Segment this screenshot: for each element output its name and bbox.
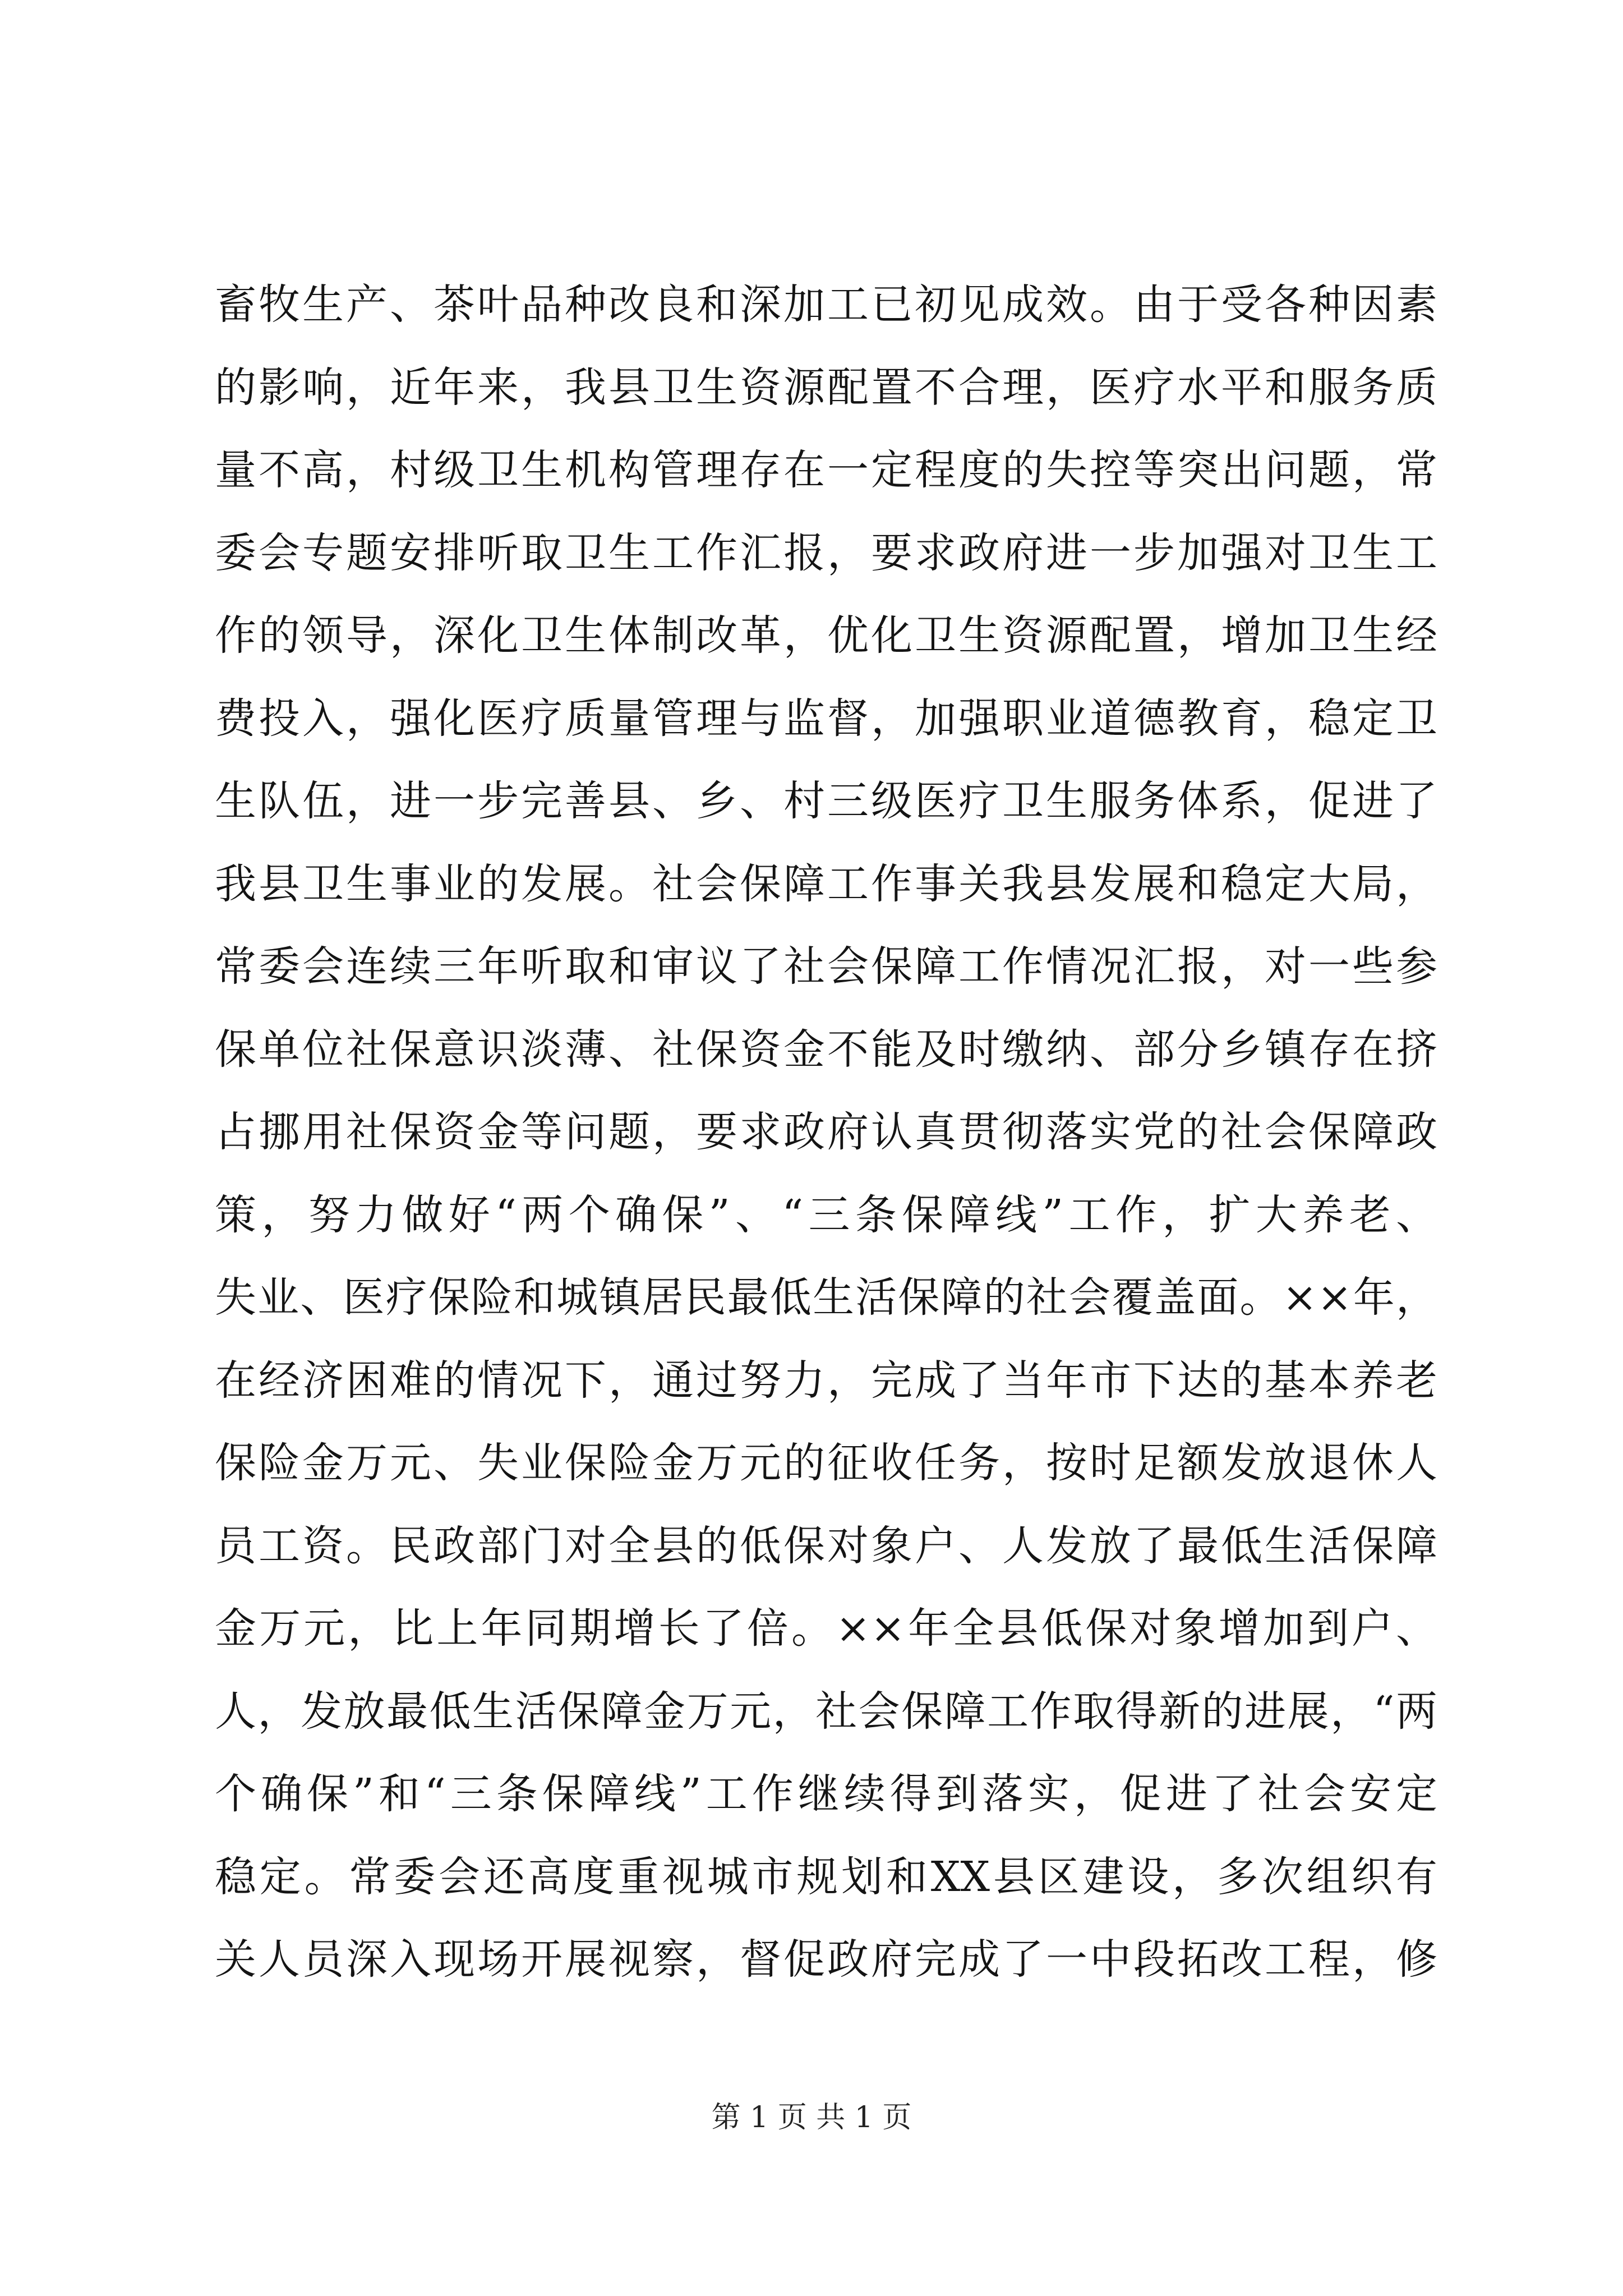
text-line-3: 量不高，村级卫生机构管理存在一定程度的失控等突出问题，常 bbox=[215, 446, 1437, 494]
text-line-12: 策，努力做好“两个确保”、“三条保障线”工作，扩大养老、 bbox=[215, 1190, 1437, 1239]
text-line-17: 金万元，比上年同期增长了倍。××年全县低保对象增加到户、 bbox=[215, 1604, 1437, 1653]
text-line-5: 作的领导，深化卫生体制改革，优化卫生资源配置，增加卫生经 bbox=[215, 611, 1437, 660]
text-line-19: 个确保”和“三条保障线”工作继续得到落实，促进了社会安定 bbox=[215, 1770, 1437, 1818]
text-line-1: 畜牧生产、茶叶品种改良和深加工已初见成效。由于受各种因素 bbox=[215, 280, 1437, 329]
text-line-14: 在经济困难的情况下，通过努力，完成了当年市下达的基本养老 bbox=[215, 1356, 1437, 1405]
text-line-7: 生队伍，进一步完善县、乡、村三级医疗卫生服务体系，促进了 bbox=[215, 777, 1437, 825]
text-line-18: 人，发放最低生活保障金万元，社会保障工作取得新的进展，“两 bbox=[215, 1687, 1437, 1736]
text-line-16: 员工资。民政部门对全县的低保对象户、人发放了最低生活保障 bbox=[215, 1521, 1437, 1570]
text-line-15: 保险金万元、失业保险金万元的征收任务，按时足额发放退休人 bbox=[215, 1439, 1437, 1487]
page-footer: 第 1 页 共 1 页 bbox=[711, 2101, 912, 2134]
text-line-10: 保单位社保意识淡薄、社保资金不能及时缴纳、部分乡镇存在挤 bbox=[215, 1025, 1437, 1074]
text-line-11: 占挪用社保资金等问题，要求政府认真贯彻落实党的社会保障政 bbox=[215, 1108, 1437, 1156]
text-line-21: 关人员深入现场开展视察，督促政府完成了一中段拓改工程，修 bbox=[215, 1935, 1437, 1984]
text-line-8: 我县卫生事业的发展。社会保障工作事关我县发展和稳定大局， bbox=[215, 859, 1437, 908]
text-line-4: 委会专题安排听取卫生工作汇报，要求政府进一步加强对卫生工 bbox=[215, 528, 1437, 577]
text-line-2: 的影响，近年来，我县卫生资源配置不合理，医疗水平和服务质 bbox=[215, 363, 1437, 412]
body-text bbox=[215, 264, 1437, 2001]
text-line-6: 费投入，强化医疗质量管理与监督，加强职业道德教育，稳定卫 bbox=[215, 694, 1437, 743]
text-line-9: 常委会连续三年听取和审议了社会保障工作情况汇报，对一些参 bbox=[215, 942, 1437, 991]
text-line-13: 失业、医疗保险和城镇居民最低生活保障的社会覆盖面。××年， bbox=[215, 1273, 1437, 1322]
text-line-20: 稳定。常委会还高度重视城市规划和XX县区建设，多次组织有 bbox=[215, 1852, 1437, 1901]
